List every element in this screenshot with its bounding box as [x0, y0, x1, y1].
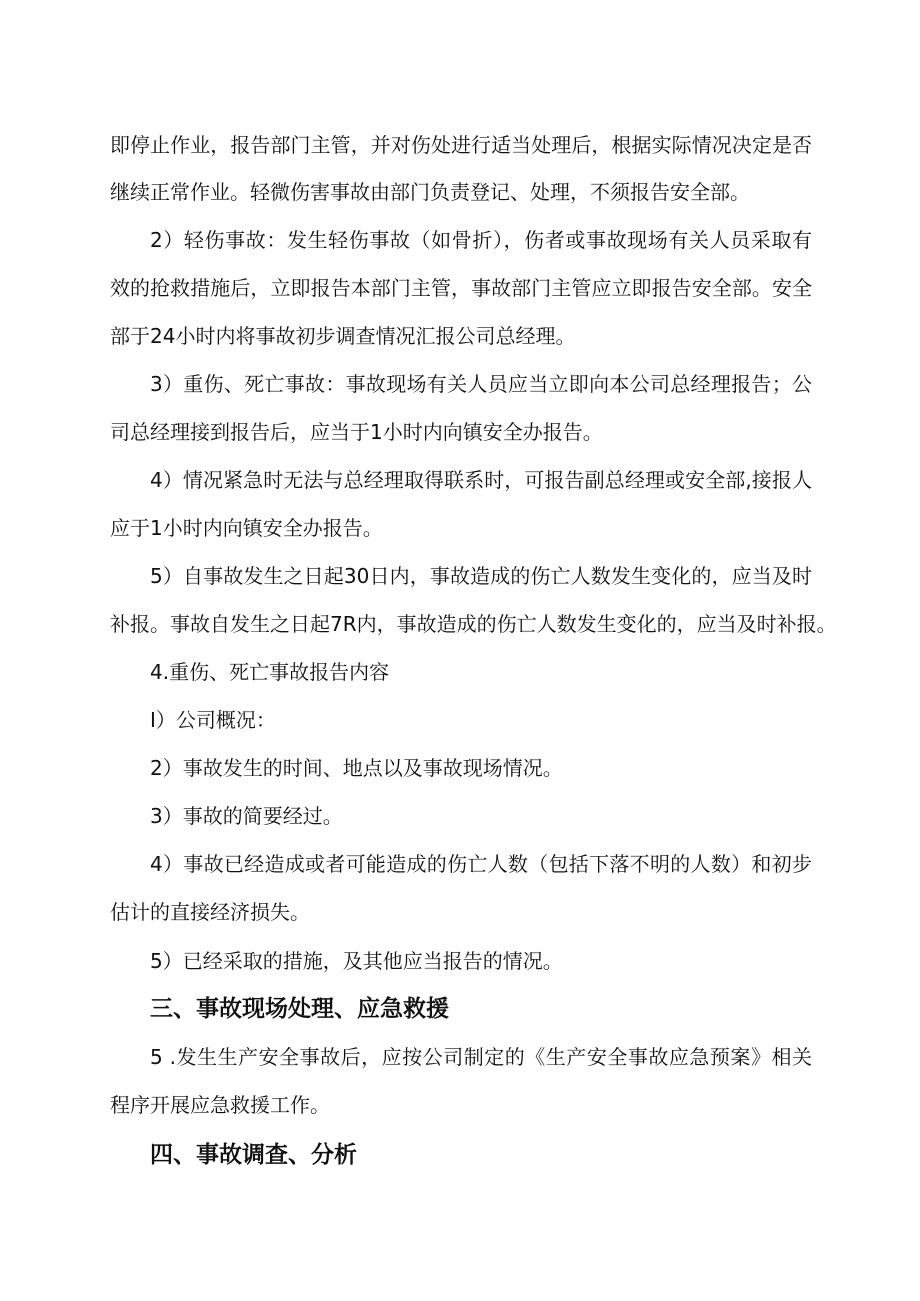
list-item: 4）事故已经造成或者可能造成的伤亡人数（包括下落不明的人数）和初步 [150, 852, 812, 876]
paragraph-line: 即停止作业，报告部门主管，并对伤处进行适当处理后，根据实际情况决定是否 [110, 133, 812, 157]
paragraph-line: 补报。事故自发生之日起7R内，事故造成的伤亡人数发生变化的，应当及时补报。 [110, 612, 837, 636]
list-item: I）公司概况： [150, 708, 276, 732]
paragraph-line: 3）重伤、死亡事故：事故现场有关人员应当立即向本公司总经理报告；公 [150, 372, 812, 396]
section-subheading: 4.重伤、死亡事故报告内容 [150, 660, 390, 684]
paragraph-line: 应于1小时内向镇安全办报告。 [110, 516, 383, 540]
paragraph-line: 5 .发生生产安全事故后，应按公司制定的《生产安全事故应急预案》相关 [150, 1045, 812, 1069]
list-item: 5）已经采取的措施，及其他应当报告的情况。 [150, 949, 563, 973]
paragraph-line: 效的抢救措施后，立即报告本部门主管，事故部门主管应立即报告安全部。安全 [110, 276, 812, 300]
paragraph-line: 继续正常作业。轻微伤害事故由部门负责登记、处理，不须报告安全部。 [110, 180, 750, 204]
paragraph-line: 4）情况紧急时无法与总经理取得联系时，可报告副总经理或安全部,接报人 [150, 468, 812, 492]
paragraph-line: 程序开展应急救援工作。 [110, 1093, 330, 1117]
paragraph-line: 部于24小时内将事故初步调查情况汇报公司总经理。 [110, 324, 576, 348]
paragraph-line: 司总经理接到报告后，应当于1小时内向镇安全办报告。 [110, 420, 603, 444]
section-heading: 三、事故现场处理、应急救援 [150, 996, 449, 1022]
list-item: 2）事故发生的时间、地点以及事故现场情况。 [150, 756, 563, 780]
section-heading: 四、事故调查、分析 [150, 1142, 357, 1168]
paragraph-line: 估计的直接经济损失。 [110, 900, 310, 924]
paragraph-line: 5）自事故发生之日起30日内，事故造成的伤亡人数发生变化的，应当及时 [150, 564, 812, 588]
paragraph-line: 2）轻伤事故：发生轻伤事故（如骨折），伤者或事故现场有关人员采取有 [150, 228, 812, 252]
list-item: 3）事故的简要经过。 [150, 804, 343, 828]
